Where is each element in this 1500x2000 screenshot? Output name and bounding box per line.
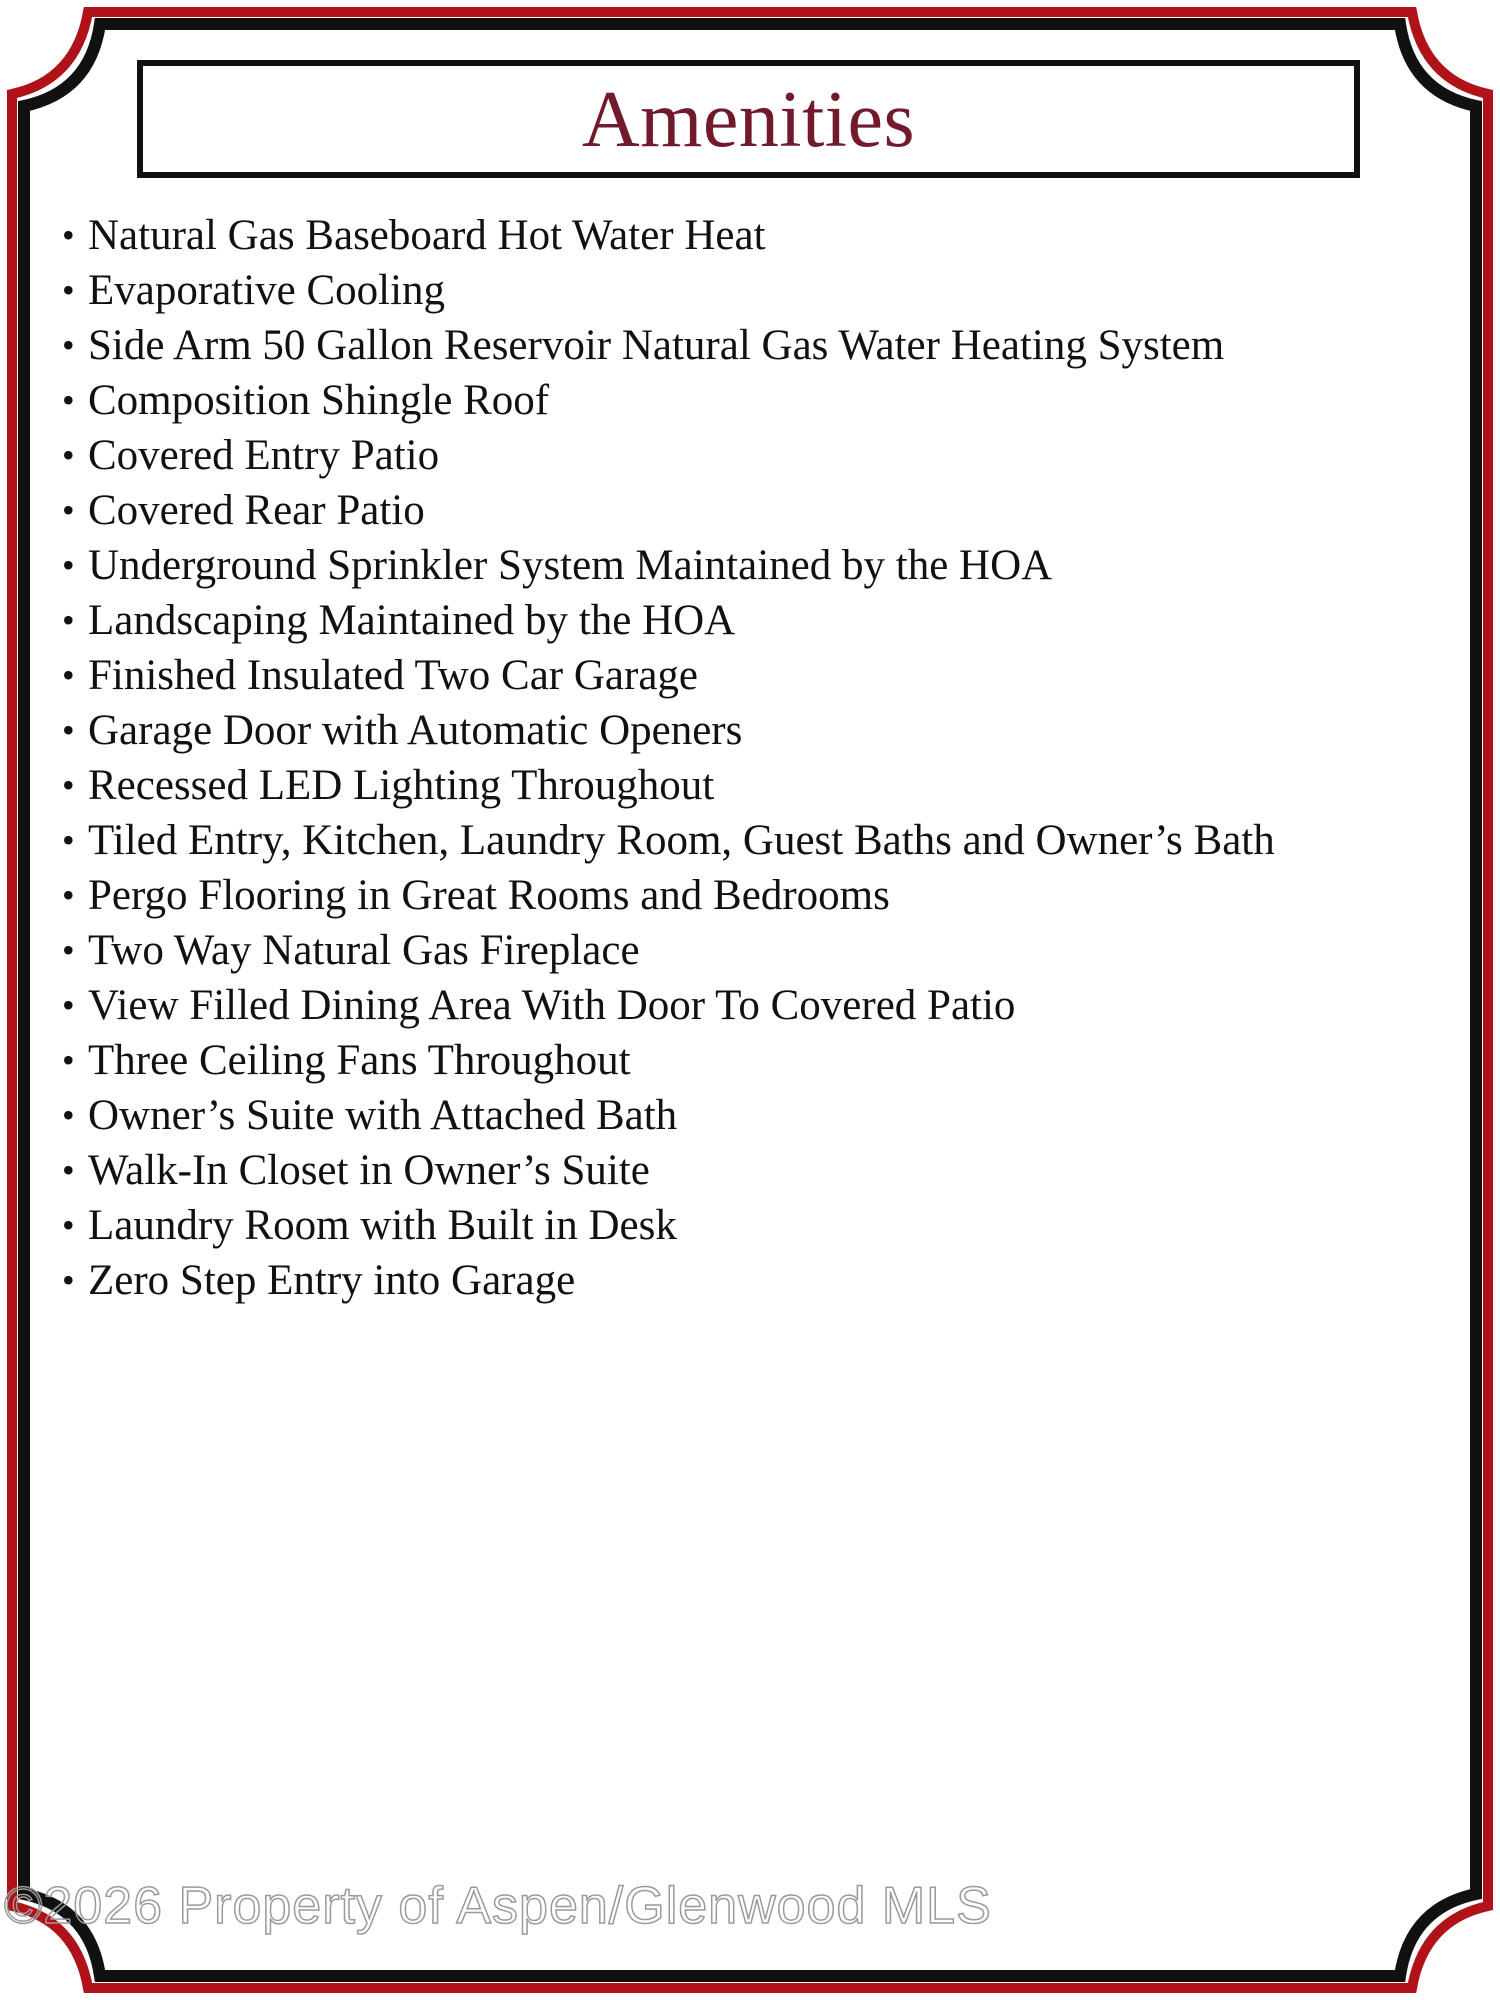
list-item [62,923,1275,978]
bullet-icon: • [62,380,75,420]
list-item [62,703,1275,758]
amenity-text: Recessed LED Lighting Throughout [88,762,715,809]
list-item [62,648,1275,703]
amenity-text: Garage Door with Automatic Openers [88,707,743,754]
bullet-icon: • [62,1095,75,1135]
list-item [62,978,1275,1033]
bullet-icon: • [62,545,75,585]
list-item [62,208,1275,263]
list-item [62,1198,1275,1253]
amenity-text: Three Ceiling Fans Throughout [88,1037,631,1084]
watermark-text: ©2026 Property of Aspen/Glenwood MLS [4,1877,992,1935]
list-item [62,483,1275,538]
amenity-text: Covered Rear Patio [88,487,425,534]
bullet-icon: • [62,490,75,530]
amenity-text: Side Arm 50 Gallon Reservoir Natural Gas Water Heating System [88,322,1225,369]
bullet-icon: • [62,875,75,915]
list-item [62,813,1275,868]
amenity-text: Pergo Flooring in Great Rooms and Bedrooms [88,872,890,919]
amenity-text: Natural Gas Baseboard Hot Water Heat [88,212,766,259]
list-item [62,1143,1275,1198]
title-box [137,60,1360,178]
bullet-icon: • [62,765,75,805]
list-item [62,1253,1275,1308]
bullet-icon: • [62,435,75,475]
amenity-text: Evaporative Cooling [88,267,446,314]
amenity-text: Underground Sprinkler System Maintained by the HOA [88,542,1053,589]
list-item [62,318,1275,373]
bullet-icon: • [62,1040,75,1080]
list-item [62,428,1275,483]
list-item [62,758,1275,813]
list-item [62,263,1275,318]
bullet-icon: • [62,985,75,1025]
bullet-icon: • [62,1205,75,1245]
amenity-text: Composition Shingle Roof [88,377,550,424]
bullet-icon: • [62,325,75,365]
bullet-icon: • [62,820,75,860]
amenity-text: Two Way Natural Gas Fireplace [88,927,640,974]
bullet-icon: • [62,1260,75,1300]
amenity-text: Finished Insulated Two Car Garage [88,652,698,699]
bullet-icon: • [62,930,75,970]
bullet-icon: • [62,1150,75,1190]
amenity-text: Owner’s Suite with Attached Bath [88,1092,678,1139]
list-item [62,373,1275,428]
bullet-icon: • [62,600,75,640]
amenity-text: Zero Step Entry into Garage [88,1257,576,1304]
list-item [62,1088,1275,1143]
amenity-text: View Filled Dining Area With Door To Covered Patio [88,982,1016,1029]
bullet-icon: • [62,270,75,310]
list-item [62,538,1275,593]
page-title: Amenities [581,76,916,164]
amenity-text: Laundry Room with Built in Desk [88,1202,677,1249]
amenity-text: Tiled Entry, Kitchen, Laundry Room, Guest Baths and Owner’s Bath [88,817,1275,864]
amenity-list [62,208,1275,1308]
bullet-icon: • [62,215,75,255]
list-item [62,1033,1275,1088]
list-item [62,593,1275,648]
list-item [62,868,1275,923]
bullet-icon: • [62,655,75,695]
amenity-text: Covered Entry Patio [88,432,440,479]
amenity-text: Walk-In Closet in Owner’s Suite [88,1147,650,1194]
bullet-icon: • [62,710,75,750]
amenity-text: Landscaping Maintained by the HOA [88,597,736,644]
